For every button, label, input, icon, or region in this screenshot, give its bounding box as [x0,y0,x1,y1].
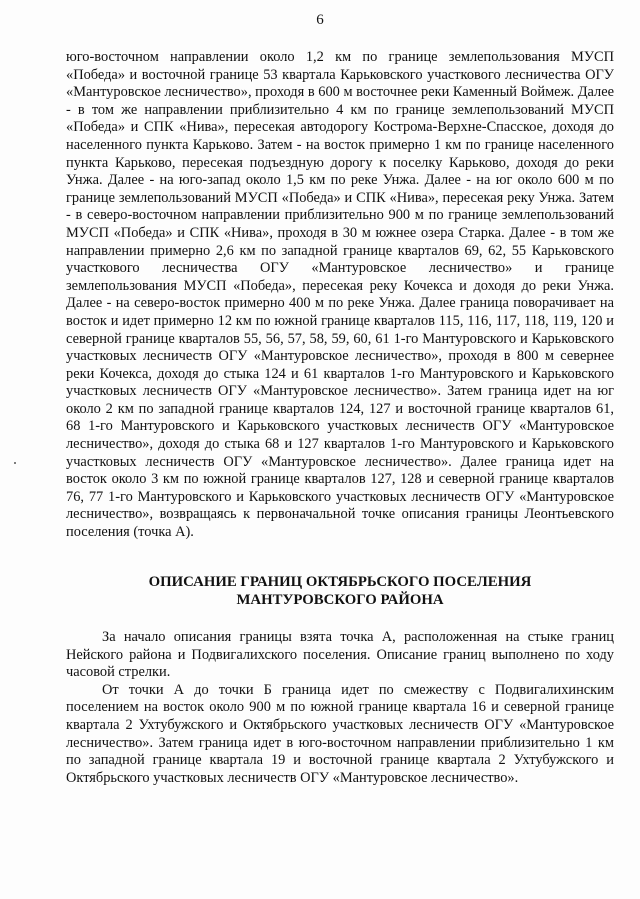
paragraph-start-point: За начало описания границы взята точка А, расположенная на стыке границ Нейского района и Подвигалихского поселения. Описание границ выполнено по ходу часовой стрелки. [66,629,614,681]
text-block-oktyabrskoe [66,629,614,787]
paragraph-boundary-continuation: юго-восточном направлении около 1,2 км по границе землепользования МУСП «Победа» и восточной границе 53 квартала Карьковского участкового лесничества ОГУ «Мантуровское лесничество», проходя в 600 м восточнее реки Каменный Воймеж. Далее - в том же направлении приблизительно 4 км по границе землепользований МУСП «Победа» и СПК «Нива», пересекая автодорогу Кострома-Верхне-Спасское, доходя до населенного пункта Карьково. Затем - на восток примерно 1 км по границе населенного пункта Карьково, пересекая подъездную дорогу к поселку Карьково, доходя до реки Унжа. Далее - на юго-запад около 1,5 км по реке Унжа. Далее - на юг около 600 м по границе землепользований МУСП «Победа» и СПК «Нива», пересекая реку Унжа. Затем - в северо-восточном направлении приблизительно 900 м по границе землепользований МУСП «Победа» и СПК «Нива», проходя в 30 м южнее озера Старка. Далее - в том же направлении примерно 2,6 км по западной границе кварталов 69, 62, 55 Карьковского участкового лесничества ОГУ «Мантуровское лесничество» и границе землепользования МУСП «Победа», пересекая реку Кочекса и доходя до реки Унжа. Далее - на северо-восток примерно 400 м по реке Унжа. Далее граница поворачивает на восток и идет примерно 12 км по южной границе кварталов 115, 116, 117, 118, 119, 120 и северной границе кварталов 55, 56, 57, 58, 59, 60, 61 1-го Мантуровского и Карьковского участковых лесничеств ОГУ «Мантуровское лесничество», проходя в 800 м севернее реки Кочекса, доходя до стыка 124 и 61 кварталов 1-го Мантуровского и Карьковского участковых лесничеств ОГУ «Мантуровское лесничество». Затем граница идет на юг около 2 км по западной границе кварталов 124, 127 и восточной границе кварталов 61, 68 1-го Мантуровского и Карьковского участковых лесничеств ОГУ «Мантуровское лесничество», доходя до стыка 68 и 127 кварталов 1-го Мантуровского и Карьковского участковых лесничеств ОГУ «Мантуровское лесничество». Далее граница идет на восток около 3 км по южной границе кварталов 127, 128 и северной границе кварталов 76, 77 1-го Мантуровского и Карьковского участковых лесничеств ОГУ «Мантуровское лесничество», возвращаясь к первоначальной точке описания границы Леонтьевского поселения (точка А). [66,49,614,541]
scan-speck [14,462,16,464]
heading-line-1: ОПИСАНИЕ ГРАНИЦ ОКТЯБРЬСКОГО ПОСЕЛЕНИЯ [148,574,532,590]
page-number: 6 [316,12,324,28]
heading-line-2: МАНТУРОВСКОГО РАЙОНА [236,591,444,608]
paragraph-segment-a-b: От точки А до точки Б граница идет по смежеству с Подвигалихинским поселением на восток около 900 м по южной границе квартала 16 и северной границе квартала 2 Ухтубужского и Октябрьского участковых лесничеств ОГУ «Мантуровское лесничество». Затем граница идет в юго-восточном направлении приблизительно 1 км по западной границе квартала 19 и восточной границе квартала 2 Ухтубужского и Октябрьского участковых лесничеств ОГУ «Мантуровское лесничество». [66,681,614,786]
text-block-continuation [66,49,614,542]
section-heading [66,574,614,609]
